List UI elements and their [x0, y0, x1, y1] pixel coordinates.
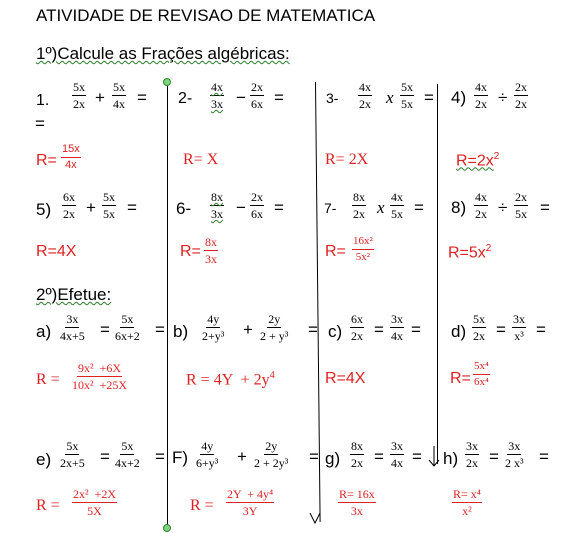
q3-equals: = [424, 88, 434, 107]
q5-fraction-a: $\frac{6x}{2x}$ [63, 190, 75, 221]
q5-fraction-b: $\frac{5x}{5x}$ [103, 190, 115, 221]
answer-g-fraction: $\frac{R= 16x}{3x}$ [339, 487, 375, 518]
q6-operator: − [236, 198, 246, 217]
answer-7-prefix: R= [325, 243, 346, 260]
item-f-equals: = [309, 447, 319, 466]
q5-equals: = [127, 198, 137, 217]
item-e-equals-2: = [155, 447, 165, 466]
item-g-equals-2: = [412, 447, 422, 466]
arrow-down-icon [428, 446, 440, 468]
item-h-equals-1: = [489, 447, 499, 466]
answer-c: R=4X [325, 370, 366, 387]
q3-fraction-b: $\frac{5x}{5x}$ [401, 80, 413, 111]
q8-fraction-b: $\frac{2x}{5x}$ [515, 190, 527, 221]
q8-operator: ÷ [498, 198, 508, 217]
q4-fraction-b: $\frac{2x}{2x}$ [515, 80, 527, 111]
answer-d-fraction: $\frac{\text{5x⁴}}{\text{6x⁴}}$ [474, 360, 489, 388]
q6-fraction-a: $\frac{8x}{3x}$ [211, 190, 223, 221]
item-a-equals-1: = [100, 320, 110, 339]
item-g-fraction-b: $\frac{3x}{4x}$ [391, 439, 403, 470]
item-h-label: h) [443, 449, 459, 468]
q7-fraction-a: $\frac{8x}{2x}$ [353, 190, 365, 221]
q8-number: 8) [451, 198, 467, 217]
answer-h-fraction: $\frac{\text{R= x⁴}}{\text{x²}}$ [453, 487, 481, 518]
q2-fraction-b: $\frac{2x}{6x}$ [251, 80, 263, 111]
item-c-label: c) [328, 322, 343, 341]
answer-3: R= 2X [325, 151, 369, 168]
item-f-operator: + [237, 447, 247, 466]
answer-1-fraction: $\frac{15x}{4x}$ [62, 143, 80, 171]
item-a-fraction-a: $\frac{3x}{4x+5}$ [60, 312, 85, 343]
item-d-equals-2: = [536, 320, 546, 339]
item-g-label: g) [325, 449, 341, 468]
item-a-equals-2: = [155, 320, 165, 339]
item-g-fraction-a: $\frac{8x}{2x}$ [351, 439, 363, 470]
answer-e-prefix: R = [36, 497, 60, 514]
q1-equals-wrap: = [35, 114, 45, 133]
item-a-fraction-b: $\frac{5x}{6x+2}$ [115, 312, 140, 343]
item-b-equals: = [308, 320, 318, 339]
q6-equals: = [274, 198, 284, 217]
answer-8: $R=5x^2$ [448, 243, 492, 262]
item-b-operator: + [243, 320, 253, 339]
item-c-fraction-b: $\frac{3x}{4x}$ [391, 312, 403, 343]
q2-number: 2- [178, 90, 193, 107]
item-d-label: d) [451, 322, 467, 341]
item-b-fraction-b: $\frac{2y}{\text{2 + y³}}$ [260, 312, 289, 343]
answer-2: R= X [183, 151, 219, 168]
q7-fraction-b: $\frac{4x}{5x}$ [391, 190, 403, 221]
line-handle-bottom[interactable] [163, 524, 171, 532]
q1-operator: + [95, 88, 105, 107]
answer-e-fraction: $\frac{\text{2x² +2X}}{5X}$ [73, 487, 117, 518]
q7-number: 7- [324, 200, 337, 216]
item-f-label: F) [172, 448, 189, 467]
q2-fraction-a: $\frac{4x}{3x}$ [211, 80, 223, 111]
q3-fraction-a: $\frac{4x}{2x}$ [359, 80, 371, 111]
q4-operator: ÷ [498, 88, 508, 107]
item-c-equals-1: = [374, 320, 384, 339]
q6-fraction-b: $\frac{2x}{6x}$ [251, 190, 263, 221]
arrow-head-icon [309, 513, 321, 525]
q7-equals: = [414, 198, 424, 217]
q3-number: 3- [326, 90, 339, 106]
item-e-fraction-b: $\frac{5x}{4x+2}$ [115, 439, 140, 470]
item-f-fraction-b: $\frac{2y}{\text{2 + 2y³}}$ [254, 439, 289, 470]
item-d-fraction-a: $\frac{5x}{2x}$ [473, 312, 485, 343]
item-d-fraction-b: $\frac{3x}{\text{x³}}$ [513, 312, 525, 343]
q1-number: 1. [36, 92, 50, 109]
q2-operator: − [236, 88, 246, 107]
answer-b: $R = 4Y + 2y^4$ [186, 370, 275, 389]
answer-f-fraction: $\frac{\text{2Y + 4y⁴}}{3Y}$ [227, 487, 274, 518]
q5-operator: + [86, 198, 96, 217]
section-2-heading: 2º)Efetue: [36, 285, 112, 304]
answer-d-prefix: R= [450, 370, 471, 387]
answer-a-prefix: R = [36, 371, 60, 388]
divider-line-1[interactable] [167, 84, 168, 528]
line-handle-top[interactable] [163, 78, 171, 86]
q3-operator: x [386, 88, 394, 107]
answer-6-prefix: R= [180, 243, 201, 260]
section-1-heading: 1º)Calcule as Frações algébricas: [36, 44, 290, 63]
q4-number: 4) [451, 88, 467, 107]
answer-6-fraction: $\frac{8x}{3x}$ [205, 235, 217, 266]
item-d-equals-1: = [496, 320, 506, 339]
q6-number: 6- [176, 199, 192, 218]
q8-equals: = [540, 198, 550, 217]
answer-a-fraction: $\frac{\text{9x² +6X}}{\text{10x² +25X}}$ [72, 361, 128, 392]
item-c-fraction-a: $\frac{6x}{2x}$ [351, 312, 363, 343]
q2-equals: = [274, 88, 284, 107]
item-g-equals-1: = [374, 447, 384, 466]
q1-fraction-a: $\frac{5x}{2x}$ [73, 80, 85, 111]
answer-5: R=4X [36, 243, 77, 260]
q1-equals: = [137, 88, 147, 107]
answer-f-prefix: R = [190, 497, 214, 514]
divider-line-3 [437, 84, 438, 464]
item-e-fraction-a: $\frac{5x}{2x+5}$ [60, 439, 85, 470]
answer-1-prefix: R= [36, 152, 57, 169]
item-b-label: b) [173, 322, 189, 341]
q5-number: 5) [36, 200, 52, 219]
item-b-fraction-a: $\frac{4y}{\text{2+y³}}$ [202, 312, 225, 343]
q4-fraction-a: $\frac{4x}{2x}$ [475, 80, 487, 111]
item-h-fraction-a: $\frac{3x}{2x}$ [466, 439, 478, 470]
answer-4: $R=2x^2$ [456, 151, 500, 170]
item-f-fraction-a: $\frac{4y}{\text{6+y³}}$ [196, 439, 219, 470]
item-h-fraction-b: $\frac{3x}{\text{2 x³}}$ [505, 439, 524, 470]
worksheet-title: ATIVIDADE DE REVISAO DE MATEMATICA [36, 6, 376, 25]
item-a-label: a) [36, 322, 52, 341]
item-c-equals-2: = [411, 320, 421, 339]
item-h-equals-2: = [539, 447, 549, 466]
answer-7-fraction: $\frac{\text{16x²}}{\text{5x²}}$ [353, 235, 373, 263]
item-e-label: e) [36, 450, 52, 469]
q8-fraction-a: $\frac{4x}{2x}$ [475, 190, 487, 221]
q1-fraction-b: $\frac{5x}{4x}$ [113, 80, 125, 111]
q7-operator: x [377, 198, 385, 217]
item-e-equals-1: = [100, 447, 110, 466]
